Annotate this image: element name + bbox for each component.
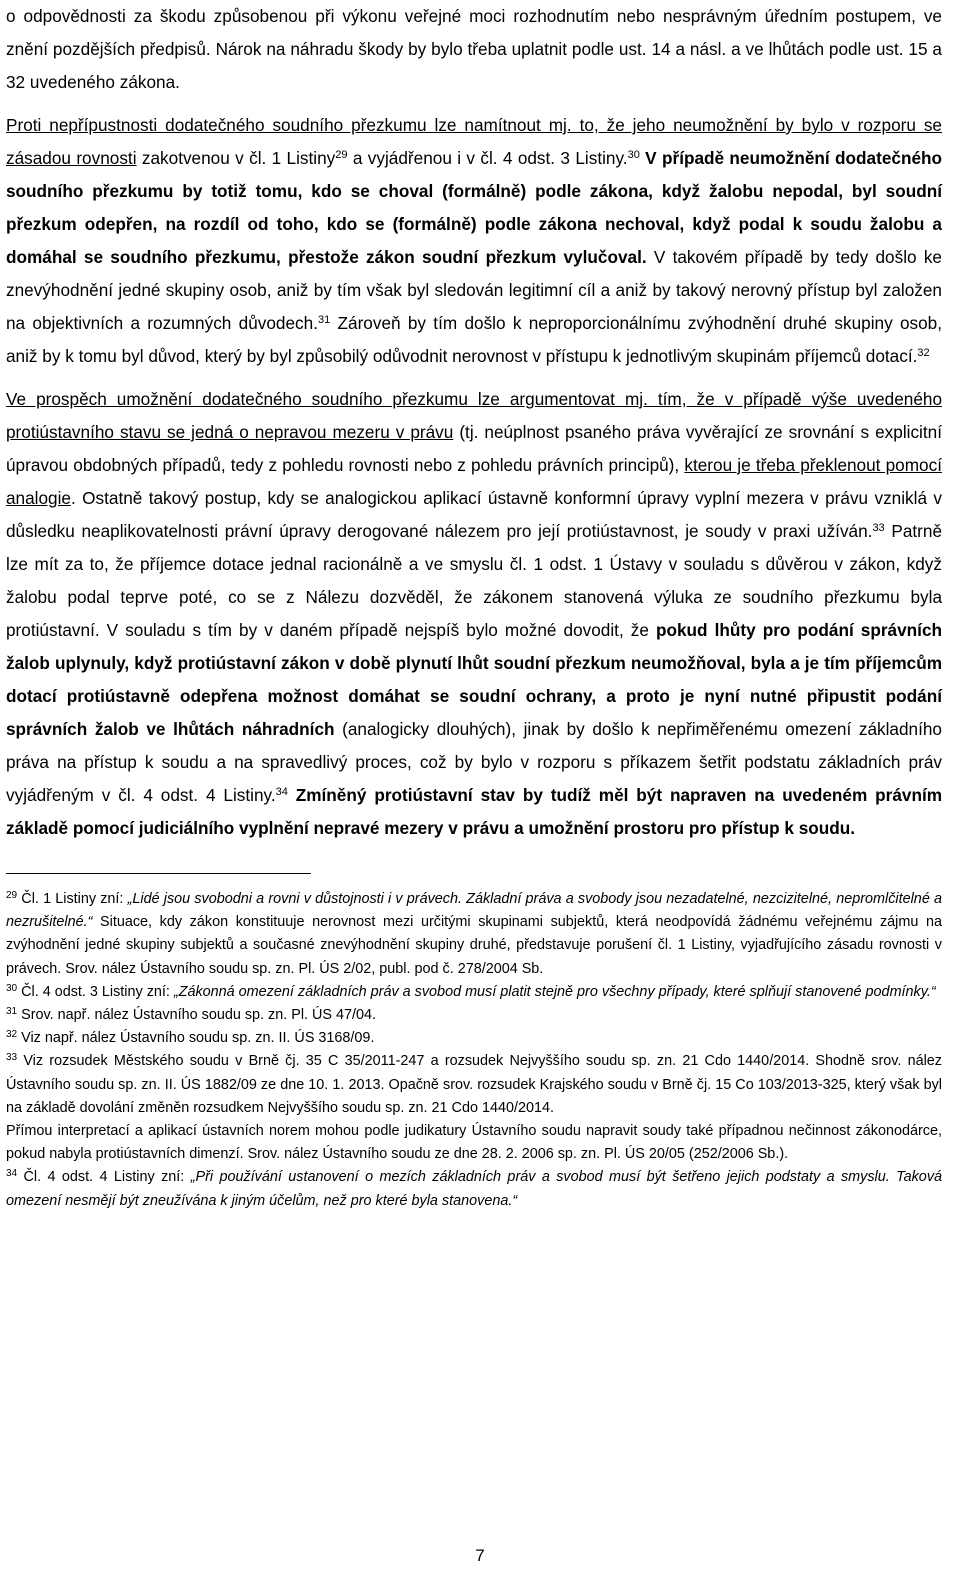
text-run: (analogicky dlouhých), jinak by došlo k nepřiměřenému omezení základního práva na přístup k soudu a na spravedlivý proces, což by bylo v rozporu s příkazem šetřit podstatu základních práv vyjádřeným v čl. 4 odst. 4 Listiny. — [6, 719, 942, 805]
footnote-ref-29[interactable]: 29 — [335, 149, 348, 161]
text-run: Zároveň by tím došlo k neproporcionálnímu zvýhodnění druhé skupiny osob, aniž by k tomu byl důvod, který by byl způsobilý odůvodnit nerovnost v přístupu k jednotlivým skupinám příjemců dotací. — [6, 313, 942, 366]
footnote-number: 34 — [6, 1168, 18, 1180]
bold-text: pokud lhůty pro podání správních žalob uplynuly, když protiústavní zákon v době plynutí lhůt soudní přezkum neumožňoval, byla a je tím příjemcům dotací protiústavně odepřena možnost domáhat se soudní ochrany, a proto je nyní nutné připustit podání správních žalob ve lhůtách náhradních — [6, 620, 943, 739]
text-run: Čl. 1 Listiny zní: — [17, 891, 128, 907]
text-run: Viz např. nález Ústavního soudu sp. zn. II. ÚS 3168/09. — [17, 1030, 375, 1047]
paragraph-1-text: o odpovědnosti za škodu způsobenou při výkonu veřejné moci rozhodnutím nebo nesprávným úředním postupem, ve znění pozdějších předpisů. Nárok na náhradu škody by bylo třeba uplatnit podle ust. 14 a násl. a ve lhůtách podle ust. 15 a 32 uvedeného zákona. — [6, 6, 942, 92]
footnote-34 — [6, 1166, 942, 1212]
quoted-text: „Zákonná omezení základních práv a svobod musí platit stejně pro všechny případy, které splňují stanovené podmínky.“ — [173, 983, 936, 1000]
footnote-number: 31 — [6, 1006, 18, 1018]
footnote-33-continued: Přímou interpretací a aplikací ústavních norem mohou podle judikatury Ústavního soudu napravit soudy také případnou nečinnost zákonodárce, pokud nabyla protiústavních dimenzí. Srov. nález Ústavního soudu ze dne 28. 2. 2006 sp. zn. Pl. ÚS 20/05 (252/2006 Sb.). — [6, 1123, 942, 1163]
footnote-number: 30 — [6, 982, 18, 994]
footnote-ref-34[interactable]: 34 — [275, 786, 288, 798]
footnote-31 — [6, 1004, 942, 1027]
text-run: Čl. 4 odst. 4 Listiny zní: — [17, 1169, 191, 1186]
quoted-text: „Při používání ustanovení o mezích základních práv a svobod musí být šetřeno jejich podstaty a smyslu. Taková omezení nesmějí být zneužívána k jiným účelům, než pro které byla stanovena.“ — [6, 1169, 943, 1209]
footnote-29 — [6, 888, 942, 981]
text-run: (tj. neúplnost psaného práva vyvěrající ze srovnání s explicitní úpravou obdobných případů, tedy z pohledu rovnosti nebo z pohledu právních principů), — [6, 422, 942, 475]
quoted-text: „Lidé jsou svobodni a rovni v důstojnosti i v právech. Základní práva a svobody jsou nezadatelné, nezcizitelné, nepromlčitelné a nezrušitelné.“ — [6, 891, 943, 931]
bold-text: V případě neumožnění dodatečného soudního přezkumu by totiž tomu, kdo se choval (formálně) podle zákona, když žalobu nepodal, byl soudní přezkum odepřen, na rozdíl od toho, kdo se (formálně) podle zákona nechoval, když podal k soudu žalobu a domáhal se soudního přezkumu, přestože zákon soudní přezkum vylučoval. — [6, 148, 943, 267]
paragraph-2 — [6, 109, 942, 373]
footnote-number: 32 — [6, 1029, 18, 1041]
text-run: zakotvenou v čl. 1 Listiny — [136, 148, 336, 168]
document-page — [6, 0, 942, 1213]
footnote-ref-33[interactable]: 33 — [872, 522, 885, 534]
text-run: Patrně lze mít za to, že příjemce dotace jednal racionálně a ve smyslu čl. 1 odst. 1 Ústavy v souladu s důvěrou v zákon, když žalobu podal teprve poté, co se z Nálezu dozvěděl, že zákonem stanovená výluka ze soudního přezkumu byla protiústavní. V souladu s tím by v daném případě nejspíš bylo možné dovodit, že — [6, 521, 943, 640]
footnote-number: 29 — [6, 890, 18, 901]
underlined-text: Ve prospěch umožnění dodatečného soudního přezkumu lze argumentovat mj. tím, že v případě výše uvedeného protiústavního stavu se jedná o nepravou mezeru v právu — [6, 389, 942, 442]
text-run: Čl. 4 odst. 3 Listiny zní: — [17, 983, 174, 1000]
bold-text: Zmíněný protiústavní stav by tudíž měl být napraven na uvedeném právním základě pomocí judiciálního vyplnění nepravé mezery v právu a umožnění prostoru pro přístup k soudu. — [6, 785, 943, 838]
underlined-text: Proti nepřípustnosti dodatečného soudního přezkumu lze namítnout mj. to, že jeho neumožnění by bylo v rozporu se zásadou rovnosti — [6, 115, 942, 168]
footnote-number: 33 — [6, 1052, 18, 1064]
text-run: V takovém případě by tedy došlo ke znevýhodnění jedné skupiny osob, aniž by tím však byl sledován legitimní cíl a aniž by takový nerovný přístup byl založen na objektivních a rozumných důvodech. — [6, 247, 942, 333]
footnote-33 — [6, 1050, 942, 1120]
text-run: Situace, kdy zákon konstituuje nerovnost mezi určitými skupinami subjektů, která neodpovídá žádnému veřejnému zájmu na zvýhodnění jedné skupiny subjektů a současné znevýhodnění skupiny druhé, představuje porušení čl. 1 Listiny, vyjadřujícího zásadu rovnosti v právech. Srov. nález Ústavního soudu sp. zn. Pl. ÚS 2/02, publ. pod č. 278/2004 Sb. — [6, 914, 942, 977]
text-run: Srov. např. nález Ústavního soudu sp. zn. Pl. ÚS 47/04. — [17, 1007, 377, 1024]
footnote-separator — [6, 873, 311, 874]
footnote-30 — [6, 981, 942, 1004]
footnotes — [6, 888, 942, 1213]
footnote-32 — [6, 1027, 942, 1050]
footnote-ref-31[interactable]: 31 — [317, 314, 331, 326]
text-run: Viz rozsudek Městského soudu v Brně čj. 35 C 35/2011-247 a rozsudek Nejvyššího soudu sp. zn. 21 Cdo 1440/2014. Shodně srov. nález Ústavního soudu sp. zn. II. ÚS 1882/09 ze dne 10. 1. 2013. Opačně srov. rozsudek Krajského soudu v Brně čj. 15 Co 103/2013-325, který však byl na základě dovolání změněn rozsudkem Nejvyššího soudu sp. zn. 21 Cdo 1440/2014. — [6, 1053, 942, 1116]
paragraph-3 — [6, 383, 942, 845]
page-number: 7 — [475, 1546, 485, 1565]
text-run: a vyjádřenou i v čl. 4 odst. 3 Listiny. — [347, 148, 628, 168]
underlined-text: kterou je třeba překlenout pomocí analogie — [6, 455, 942, 508]
footnote-ref-30[interactable]: 30 — [627, 149, 640, 161]
footnote-ref-32[interactable]: 32 — [917, 347, 930, 359]
text-run: . Ostatně takový postup, kdy se analogickou aplikací ústavně konformní úpravy vyplní mezera v právu vzniklá v důsledku neaplikovatelnosti právní úpravy derogované nálezem pro její protiústavnost, je soudy v praxi užíván. — [6, 488, 942, 541]
paragraph-1 — [6, 0, 942, 99]
